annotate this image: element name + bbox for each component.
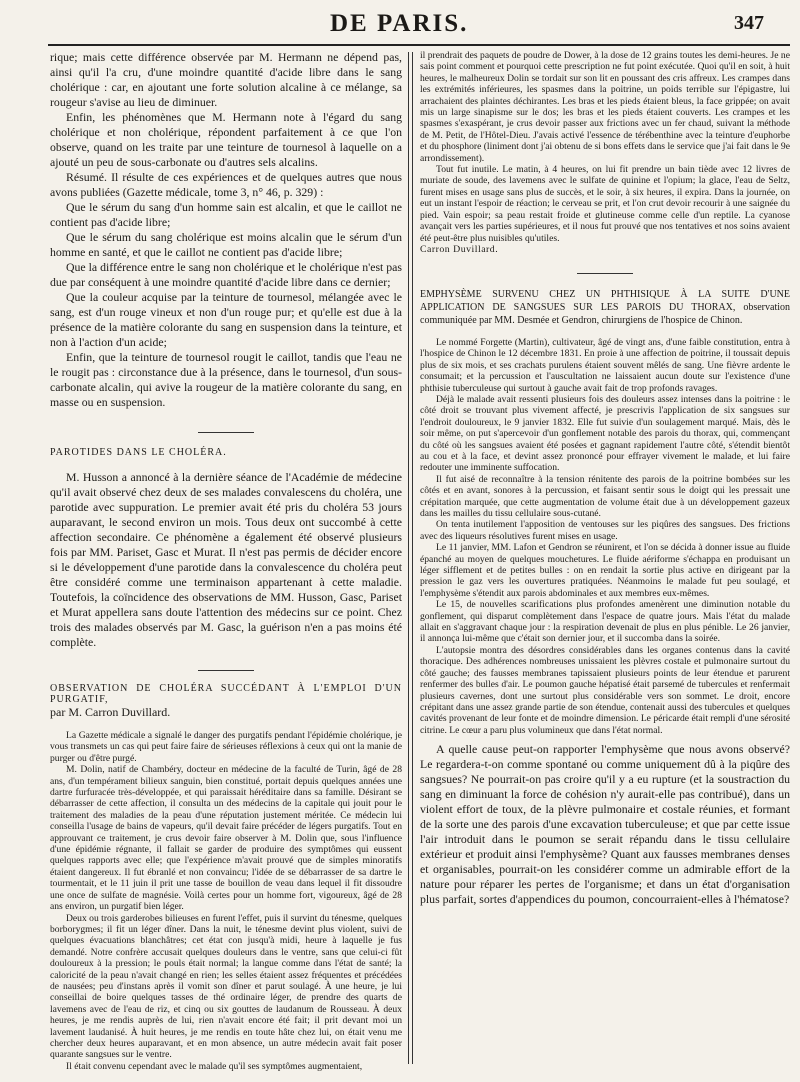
right-column: [420, 50, 790, 1075]
paragraph: Il fut aisé de reconnaître à la tension rénitente des parois de la poitrine bombées sur les côtés et en avant, sonores à la percussion, et faisant sentir sous le doigt qui les pressait une crépitation marquée, que cette augmentation de volume était due à un développement gazeux dans les mailles du tissu cellulaire sous-cutané.: [420, 473, 790, 519]
section-heading-emphyseme: EMPHYSÈME SURVENU CHEZ UN PHTHISIQUE À LA SUITE D'UNE APPLICATION DE SANGSUES SUR LES PAROIS DU THORAX, observation communiquée par MM. Desmée et Gendron, chirurgiens de l'hospice de Chinon.: [420, 288, 790, 326]
paragraph: Que le sérum du sang d'un homme sain est alcalin, et que le caillot ne contient pas d'acide libre;: [50, 200, 402, 229]
paragraph: Enfin, les phénomènes que M. Hermann note à l'égard du sang cholérique et non cholérique, répondent parfaitement à ce que l'on observe, quand on les traite par une teinture de tournesol à laquelle on a ajouté un peu de sous-carbonate ou d'autres sels alcalins.: [50, 110, 402, 169]
section-heading-observation: OBSERVATION DE CHOLÉRA SUCCÉDANT À L'EMPLOI D'UN PURGATIF,: [50, 683, 402, 705]
paragraph: Que la couleur acquise par la teinture de tournesol, mélangée avec le sang, est d'un rouge vineux et non d'un rouge pur; et qu'elle est due à la présence de la matière colorante du sang en suspension dans la teinture, et non à l'action d'un acide;: [50, 290, 402, 349]
paragraph: Que la différence entre le sang non cholérique et le cholérique n'est pas due par conséquent à une moindre quantité d'acide libre dans ce dernier;: [50, 260, 402, 289]
author-signature: Carron Duvillard.: [420, 243, 499, 255]
header-rule: [48, 44, 790, 46]
column-divider: [408, 52, 409, 1064]
page-number: 347: [734, 12, 764, 34]
paragraph: Il était convenu cependant avec le malade qu'il ses symptômes augmentaient,: [66, 1060, 363, 1072]
left-column: [50, 50, 402, 1075]
paragraph: Que le sérum du sang cholérique est moins alcalin que le sérum d'un homme en santé, et que le caillot ne contient pas d'acide libre;: [50, 230, 402, 259]
paragraph: M. Husson a annoncé à la dernière séance de l'Académie de médecine qu'il avait observé chez deux de ses malades convalescens du choléra, une parotide avec suppuration. Le premier avait été pris du choléra 53 jours auparavant, le second environ un mois. Tous deux ont succombé à cette affection secondaire. Ce phénomène a également été observé plusieurs fois par MM. Pariset, Gasc et Murat. Il n'est pas permis de décider encore si le développement d'une parotide dans la convalescence du choléra peut être considéré comme une terminaison appartenant à cette maladie. Toutefois, la coïncidence des observations de MM. Husson, Gasc, Pariset et Murat appellera sans doute l'attention des médecins sur ce point. Chez trois des malades observés par M. Gasc, la guérison n'en a pas moins été complète.: [50, 470, 402, 649]
article-byline: par M. Carron Duvillard.: [50, 705, 171, 719]
paragraph: Résumé. Il résulte de ces expériences et de quelques autres que nous avons publiées (Gazette médicale, tome 3, n° 46, p. 329) :: [50, 170, 402, 199]
section-heading-parotides: PAROTIDES DANS LE CHOLÉRA.: [50, 447, 227, 458]
paragraph: Le nommé Forgette (Martin), cultivateur, âgé de vingt ans, d'une faible constitution, entra à l'hospice de Chinon le 12 décembre 1831. En proie à une affection de poitrine, il toussait depuis plus de six mois, et ses crachats purulens étaient souvent mêlés de sang. Une fièvre ardente le consumait; et la percussion et l'auscultation ne laissaient aucun doute sur l'existence d'une phthisie tuberculeuse qui surtout à gauche avait fait de trop profonds ravages.: [420, 336, 790, 394]
paragraph: M. Dolin, natif de Chambéry, docteur en médecine de la faculté de Turin, âgé de 28 ans, d'un tempérament bilieux sanguin, bien constitué, portait depuis quelques années une dartre furfuracée très-développée, et qui paraissait héréditaire dans sa famille. Désirant se débarrasser de cette affection, il consulta un des médecins de la capitale qui jouit pour le traitement des maladies de la peau d'une réputation justement méritée. Ce médecin lui conseilla l'usage de bains de vapeurs, qu'il devait faire précéder de légers purgatifs. Tout en approuvant ce traitement, je crus devoir faire observer à M. Dolin que, sous l'influence d'une épidémie régnante, il fallait se garder de produire des symptômes qui eussent quelques rapports avec elle; que l'expérience m'avait prouvé que de simples minoratifs étaient dangereux. Il fut ébranlé et non convaincu; l'idée de se débarrasser de sa dartre le tourmentait, et le 11 juin il prit une tasse de bouillon de veau dans lequel il fit dissoudre une once de sulfate de magnésie. Voilà certes pour un homme fort, vigoureux, âgé de 28 ans environ, un purgatif bien léger.: [50, 764, 402, 913]
paragraph: On tenta inutilement l'apposition de ventouses sur les piqûres des sangsues. Des frictions avec des liqueurs résolutives furent mises en usage.: [420, 519, 790, 542]
paragraph: Tout fut inutile. Le matin, à 4 heures, on lui fit prendre un bain tiède avec 12 livres de muriate de soude, des lavemens avec le sulfate de quinine et l'opium; la glace, l'eau de Seltz, furent mises en usage sans plus de succès, et le soir, à six heures, il expira. Dans la journée, on eut un instant l'espoir de réaction; le cerveau se prit, et l'on crut devoir recourir à une saignée du pied. Vain espoir; sa peau restait froide et glutineuse comme celle d'un reptile. La cyanose avançait vers les parties supérieures, et il nous fut prouvé que nos tentatives et nos soins avaient été peut-être plus nuisibles qu'utiles.: [420, 164, 790, 244]
running-header-title: DE PARIS.: [330, 10, 469, 37]
paragraph: Le 15, de nouvelles scarifications plus profondes amenèrent une diminution notable du gonflement, qui disparut complètement dans l'espace de quatre jours. Mais l'état du malade allait en s'aggravant chaque jour : la respiration devenait de plus en plus pénible. Le 26 janvier, il annonça lui-même que c'était son dernier jour, et il succomba dans la soirée.: [420, 599, 790, 645]
paragraph: Enfin, que la teinture de tournesol rougit le caillot, tandis que l'eau ne le rougit pas : circonstance due à la présence, dans le tournesol, d'un sous-carbonate alcalin, qui avive la rougeur de la matière colorante du sang, en masse ou en suspension.: [50, 350, 402, 409]
paragraph: Déjà le malade avait ressenti plusieurs fois des douleurs assez intenses dans la poitrine : le côté droit se trouvant plus vivement affecté, je prescrivis l'application de six sangsues sur l'endroit douloureux, le 9 janvier 1832. Elle fut suivie d'un soulagement marqué. Mais, dès le soir même, on put s'apercevoir d'un gonflement notable des parois du thorax, qui, commençant du côté où les sangsues avaient été posées et gagnant rapidement l'autre côté, s'étendit bientôt au cou et à la face, et devint assez prononcé pour effrayer vivement le malade, et lui faire redouter une imminente suffocation.: [420, 393, 790, 474]
paragraph: il prendrait des paquets de poudre de Dower, à la dose de 12 grains toutes les demi-heures. Je ne sais point comment et pourquoi cette prescription ne fut point exécutée. Quoi qu'il en soit, à huit heures, le malheureux Dolin se tordait sur son lit en poussant des cris affreux. Les crampes dans les extrémités inférieures, les spasmes dans la poitrine, un poids terrible sur l'épigastre, lui arrachaient des plaintes déchirantes. Les bras et les pieds étaient bleus, la face grippée; on avait mis un large sinapisme sur le dos; les bras et les pieds étaient couverts. Les crampes et les spasmes s'exaspérant, je crus devoir passer aux frictions avec un fer chaud, suivant la méthode de M. Petit, de l'Hôtel-Dieu. J'avais activé l'essence de térébenthine avec la teinture d'euphorbe et du phosphore (liniment dont j'ai obtenu de si bons effets dans le service que j'ai fait dans le 9e arrondissement).: [420, 50, 790, 164]
paragraph: Deux ou trois garderobes bilieuses en furent l'effet, puis il survint du ténesme, quelques borborygmes; il fit un léger dîner. Dans la nuit, le ténesme devint plus violent, suivi de quelques évacuations blanchâtres; cet état con jusqu'à midi, heure à laquelle je fus demandé. Notre confrère accusait quelques douleurs dans le ventre, sans que celui-ci fût douloureux à la pression; le pouls était normal; la langue comme dans l'état de santé; la caloricité de la peau n'avait changé en rien; les selles étaient assez fréquentes et précédées de nausées; peu d'instans après il vomit son dîner et parut soulagé. À une heure, je lui conseillai de boire quelques tasses de thé ordinaire léger, de prendre des quarts de lavemens avec de l'eau de riz, et cinq ou six gouttes de laudanum de Rousseau. À deux heures, je me rendis auprès de lui, rien n'avait encore été fait; il prit devant moi un lavement laudanisé. À huit heures, je me rendis en toute hâte chez lui, on était venu me chercher deux heures auparavant, et en mon absence, un autre médecin avait fait poser quarante sangsues sur le ventre.: [50, 912, 402, 1061]
paragraph: rique; mais cette différence observée par M. Hermann ne dépend pas, ainsi qu'il l'a cru, d'une moindre quantité d'acide libre dans le sang cholérique : car, en ajoutant une forte solution alcaline à ce mélange, sa rougeur s'avise au lieu de diminuer.: [50, 50, 402, 109]
column-divider-inner: [412, 52, 413, 1064]
paragraph: A quelle cause peut-on rapporter l'emphysème que nous avons observé? Le regardera-t-on comme spontané ou comme uniquement dû à la piqûre des sangsues? Ne pourrait-on pas croire qu'il y a eu rupture (et la soustraction du sang en diminuant la force de cohésion n'y aurait-elle pas contribué), dans un violent effort de toux, de la plèvre pulmonaire et costale réunies, et formant de la sorte une des parois d'une excavation tuberculeuse; et que par cette issue l'air introduit dans le poumon se serait répandu dans le tissu cellulaire extérieur et produit ainsi l'emphysème? Quant aux fausses membranes denses et organisables, pourrait-on les considérer comme un admirable effort de la nature pour réparer les pertes de l'organisme; et dans un état d'organisation plus parfait, sortes d'appendices du poumon, concourraient-elles à l'hématose?: [420, 742, 790, 907]
paragraph: Le 11 janvier, MM. Lafon et Gendron se réunirent, et l'on se décida à donner issue au fluide épanché au moyen de quelques mouchetures. Le fluide aériforme s'échappa en produisant un léger sifflement et de petites bulles : on en rendait la sortie plus active en dirigeant par la pression le gaz vers les ouvertures pratiquées. Néanmoins le malade fut peu soulagé, et l'emphysème s'étendit aux parois abdominales et aux membres eux-mêmes.: [420, 542, 790, 599]
paragraph: La Gazette médicale a signalé le danger des purgatifs pendant l'épidémie cholérique, je vous transmets un cas qui peut faire faire de sérieuses réflexions à ceux qui ont la manie de purger ou d'être purgé.: [50, 730, 402, 764]
paragraph: L'autopsie montra des désordres considérables dans les organes contenus dans la cavité thoracique. Des adhérences nombreuses unissaient les plèvres costale et pulmonaire surtout du côté gauche; des fausses membranes tapissaient plusieurs points de leur étendue et parurent renfermer des bulles d'air. Le poumon gauche hépatisé était parsemé de tubercules et renfermait plusieurs cavernes, dont une surtout plus considérable vers son sommet. Le droit, encore crépitant dans une assez grande partie de son étendue, contenait aussi des tubercules et quelques cavités provenant de leur fonte et de moindre dimension. Le péricarde était rempli d'une sérosité citrine. Le cœur a paru plus volumineux que dans l'état normal.: [420, 644, 790, 736]
